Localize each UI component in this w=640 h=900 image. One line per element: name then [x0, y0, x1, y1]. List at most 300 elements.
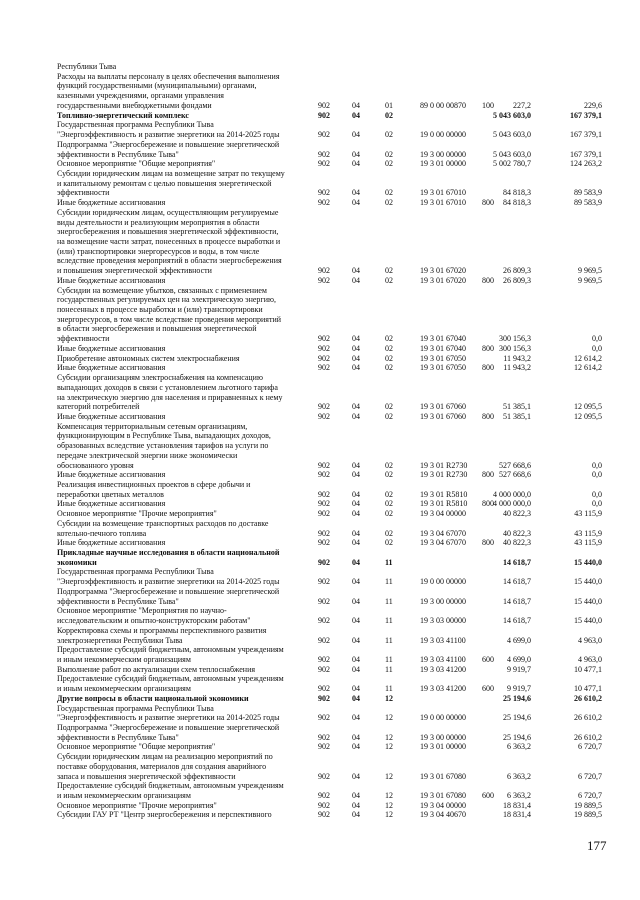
admin-code: 902	[318, 742, 330, 752]
section-code: 04	[352, 343, 360, 353]
row-description: Субсидии на возмещение транспортных расходов по доставке	[57, 518, 269, 528]
expense-type-code: 600	[482, 791, 494, 800]
table-row	[0, 606, 640, 616]
row-description: "Энергоэффективность и развитие энергетики на 2014-2025 годы	[57, 713, 280, 723]
table-row	[0, 402, 640, 412]
row-description: Расходы на выплаты персоналу в целях обеспечения выполнения	[57, 71, 280, 81]
admin-code: 902	[318, 800, 330, 810]
section-code: 04	[352, 460, 360, 470]
subsection-code: 11	[385, 684, 393, 694]
amount-year-1: 25 194,6	[503, 693, 531, 703]
row-description: эффективности в Республике Тыва"	[57, 732, 179, 742]
row-description: и иным некоммерческим организациям	[57, 684, 191, 694]
expense-type-code: 800	[482, 275, 494, 285]
admin-code: 902	[318, 489, 330, 499]
table-row	[0, 188, 640, 198]
amount-year-1: 5 043 603,0	[493, 149, 531, 159]
amount-year-2: 167 379,1	[570, 149, 602, 159]
target-article-code: 19 3 01 67040	[420, 334, 466, 344]
subsection-code: 12	[385, 771, 393, 781]
section-code: 04	[352, 363, 360, 373]
row-description: Иные бюджетные ассигнования	[57, 499, 166, 509]
subsection-code: 02	[385, 499, 393, 509]
table-row	[0, 412, 640, 422]
section-code: 04	[352, 198, 360, 208]
target-article-code: 19 0 00 00000	[420, 130, 466, 139]
amount-year-2: 0,0	[592, 343, 602, 353]
section-code: 04	[352, 771, 360, 781]
row-description: Субсидии юридическим лицам, осуществляющим регулируемые	[57, 207, 279, 217]
amount-year-2: 0,0	[592, 489, 602, 499]
subsection-code: 02	[385, 411, 393, 421]
row-description: Государственная программа Республики Тыва	[57, 120, 214, 130]
amount-year-1: 9 919,7	[507, 664, 531, 674]
target-article-code: 19 3 04 67070	[420, 538, 466, 548]
admin-code: 902	[318, 149, 330, 159]
subsection-code: 12	[385, 800, 393, 810]
row-description: Реализация инвестиционных проектов в сфере добычи и	[57, 480, 251, 489]
amount-year-1: 527 668,6	[499, 470, 531, 480]
amount-year-1: 227,2	[513, 100, 531, 110]
table-row	[0, 354, 640, 364]
subsection-code: 02	[385, 470, 393, 480]
admin-code: 902	[318, 100, 330, 110]
table-row	[0, 810, 640, 820]
subsection-code: 02	[385, 188, 393, 198]
subsection-code: 02	[385, 460, 393, 470]
page-number: 177	[587, 838, 607, 853]
table-row	[0, 713, 640, 723]
amount-year-1: 84 818,3	[503, 198, 531, 208]
subsection-code: 01	[385, 100, 393, 110]
amount-year-1: 14 618,7	[503, 577, 531, 587]
table-row	[0, 441, 640, 451]
row-description: передаче электрической энергии ниже экономически	[57, 450, 238, 460]
amount-year-2: 167 379,1	[570, 110, 602, 120]
row-description: переработки цветных металлов	[57, 489, 164, 499]
row-description: Государственная программа Республики Тыва	[57, 703, 214, 713]
admin-code: 902	[318, 664, 330, 674]
row-description: Субсидии юридическим лицам на реализацию мероприятий по	[57, 752, 273, 762]
row-description: запаса и повышения энергетической эффективности	[57, 771, 236, 781]
row-description: понесенных в процессе выработки и (или) транспортировки	[57, 305, 263, 314]
amount-year-1: 11 943,2	[503, 353, 531, 363]
row-description: Субсидии ГАУ РТ "Центр энергосбережения и перспективного	[57, 810, 272, 820]
expense-type-code: 800	[482, 538, 494, 548]
table-row	[0, 91, 640, 101]
table-row	[0, 315, 640, 325]
amount-year-2: 89 583,9	[574, 198, 602, 208]
admin-code: 902	[318, 635, 330, 645]
row-description: Топливно-энергетический комплекс	[57, 110, 189, 120]
amount-year-2: 12 614,2	[574, 363, 602, 373]
table-row	[0, 111, 640, 121]
table-row	[0, 266, 640, 276]
target-article-code: 19 3 03 41100	[420, 635, 466, 645]
row-description: Государственная программа Республики Тыва	[57, 567, 214, 577]
row-description: на электрическую энергию для населения и приравненных к нему	[57, 392, 283, 402]
table-row	[0, 72, 640, 82]
section-code: 04	[352, 353, 360, 363]
table-row	[0, 81, 640, 91]
row-description: вследствие проведения мероприятий в области энергосбережения	[57, 256, 282, 266]
expense-type-code: 800	[482, 363, 494, 373]
expense-type-code: 600	[482, 684, 494, 694]
amount-year-1: 18 831,4	[503, 800, 531, 810]
amount-year-1: 14 618,7	[503, 596, 531, 606]
row-description: энергосбережения и повышения энергетической эффективности,	[57, 227, 279, 237]
section-code: 04	[352, 130, 360, 139]
table-row	[0, 636, 640, 646]
row-description: исследовательским и опытно-конструкторским работам"	[57, 616, 251, 625]
section-code: 04	[352, 402, 360, 412]
table-row	[0, 140, 640, 150]
section-code: 04	[352, 149, 360, 159]
target-article-code: 19 3 01 67050	[420, 363, 466, 373]
amount-year-1: 4 699,0	[507, 635, 531, 645]
row-description: в области энергосбережения и повышения энергетической	[57, 324, 257, 334]
table-row	[0, 616, 640, 626]
amount-year-2: 15 440,0	[574, 616, 602, 625]
amount-year-2: 0,0	[592, 334, 602, 344]
admin-code: 902	[318, 460, 330, 470]
row-description: Основное мероприятие "Прочие мероприятия"	[57, 800, 217, 810]
section-code: 04	[352, 489, 360, 499]
subsection-code: 12	[385, 713, 393, 723]
row-description: Подпрограмма "Энергосбережение и повышение энергетической	[57, 139, 280, 149]
admin-code: 902	[318, 732, 330, 742]
table-row	[0, 480, 640, 490]
row-description: "Энергоэффективность и развитие энергетики на 2014-2025 годы	[57, 577, 280, 587]
amount-year-2: 26 610,2	[574, 713, 602, 723]
target-article-code: 19 3 00 00000	[420, 732, 466, 742]
expense-type-code: 800	[482, 470, 494, 480]
table-row	[0, 324, 640, 334]
amount-year-2: 6 720,7	[578, 742, 602, 752]
amount-year-1: 6 363,2	[507, 791, 531, 800]
expense-type-code: 800	[482, 198, 494, 208]
target-article-code: 19 3 04 00000	[420, 509, 466, 519]
subsection-code: 02	[385, 402, 393, 412]
target-article-code: 19 3 01 67010	[420, 198, 466, 208]
section-code: 04	[352, 713, 360, 723]
row-description: казенными учреждениями, органами управления	[57, 91, 224, 101]
subsection-code: 02	[385, 334, 393, 344]
target-article-code: 19 3 03 41100	[420, 654, 466, 664]
subsection-code: 02	[385, 353, 393, 363]
amount-year-2: 124 263,2	[570, 159, 602, 169]
row-description: Иные бюджетные ассигнования	[57, 343, 166, 353]
row-description: Подпрограмма "Энергосбережение и повышение энергетической	[57, 723, 280, 732]
target-article-code: 19 3 01 00000	[420, 159, 466, 169]
table-row	[0, 519, 640, 529]
admin-code: 902	[318, 577, 330, 587]
target-article-code: 19 0 00 00000	[420, 577, 466, 587]
table-row	[0, 538, 640, 548]
amount-year-2: 10 477,1	[574, 664, 602, 674]
table-row	[0, 626, 640, 636]
row-description: Иные бюджетные ассигнования	[57, 363, 166, 373]
table-row	[0, 179, 640, 189]
subsection-code: 02	[385, 363, 393, 373]
row-description: Основное мероприятие "Общие мероприятия"	[57, 159, 216, 169]
row-description: котельно-печного топлива	[57, 528, 147, 538]
amount-year-2: 43 115,9	[574, 528, 602, 538]
admin-code: 902	[318, 771, 330, 781]
table-row	[0, 130, 640, 140]
target-article-code: 19 3 01 67080	[420, 791, 466, 800]
row-description: экономики	[57, 557, 97, 567]
table-row	[0, 451, 640, 461]
table-row	[0, 461, 640, 471]
section-code: 04	[352, 100, 360, 110]
section-code: 04	[352, 732, 360, 742]
table-row	[0, 169, 640, 179]
target-article-code: 19 3 03 41200	[420, 684, 466, 694]
table-row	[0, 577, 640, 587]
section-code: 04	[352, 596, 360, 606]
admin-code: 902	[318, 198, 330, 208]
target-article-code: 19 3 01 67010	[420, 188, 466, 198]
table-row	[0, 237, 640, 247]
amount-year-2: 19 889,5	[574, 800, 602, 810]
row-description: "Энергоэффективность и развитие энергетики на 2014-2025 годы	[57, 130, 280, 139]
subsection-code: 02	[385, 266, 393, 276]
table-row	[0, 704, 640, 714]
subsection-code: 12	[385, 810, 393, 820]
amount-year-1: 6 363,2	[507, 771, 531, 781]
amount-year-2: 12 614,2	[574, 353, 602, 363]
row-description: выпадающих доходов в связи с установлением льготного тарифа	[57, 382, 278, 392]
row-description: и иным некоммерческим организациям	[57, 654, 191, 664]
section-code: 04	[352, 499, 360, 509]
subsection-code: 02	[385, 149, 393, 159]
table-row	[0, 645, 640, 655]
subsection-code: 11	[385, 616, 393, 625]
table-row	[0, 548, 640, 558]
subsection-code: 02	[385, 110, 393, 120]
target-article-code: 19 3 00 00000	[420, 149, 466, 159]
table-row	[0, 781, 640, 791]
row-description: энергоресурсов, в том числе вследствие проведения мероприятий	[57, 314, 282, 324]
row-description: Выполнение работ по актуализации схем теплоснабжения	[57, 664, 256, 674]
amount-year-2: 229,6	[584, 100, 602, 110]
subsection-code: 12	[385, 732, 393, 742]
row-description: категорий потребителей	[57, 402, 140, 412]
section-code: 04	[352, 616, 360, 625]
table-row	[0, 150, 640, 160]
amount-year-1: 51 385,1	[503, 411, 531, 421]
amount-year-1: 25 194,6	[503, 732, 531, 742]
admin-code: 902	[318, 188, 330, 198]
row-description: поставке оборудования, материалов для создания аварийного	[57, 761, 267, 771]
table-row	[0, 373, 640, 383]
subsection-code: 11	[385, 654, 393, 664]
admin-code: 902	[318, 159, 330, 169]
section-code: 04	[352, 509, 360, 519]
target-article-code: 19 3 01 R2730	[420, 470, 468, 480]
target-article-code: 19 3 01 67050	[420, 353, 466, 363]
table-row	[0, 674, 640, 684]
section-code: 04	[352, 791, 360, 800]
amount-year-1: 40 822,3	[503, 509, 531, 519]
row-description: функций государственными (муниципальными) органами,	[57, 81, 257, 91]
amount-year-1: 5 002 780,7	[493, 159, 531, 169]
amount-year-1: 84 818,3	[503, 188, 531, 198]
table-row	[0, 733, 640, 743]
table-row	[0, 218, 640, 228]
row-description: Подпрограмма "Энергосбережение и повышение энергетической	[57, 586, 280, 596]
amount-year-2: 4 963,0	[578, 635, 602, 645]
target-article-code: 19 3 01 67020	[420, 266, 466, 276]
row-description: и повышения энергетической эффективности	[57, 266, 212, 276]
row-description: Компенсация территориальным сетевым организациям,	[57, 421, 248, 431]
subsection-code: 02	[385, 528, 393, 538]
table-row	[0, 772, 640, 782]
section-code: 04	[352, 654, 360, 664]
amount-year-1: 4 000 000,0	[493, 489, 531, 499]
subsection-code: 02	[385, 159, 393, 169]
amount-year-1: 6 363,2	[507, 742, 531, 752]
admin-code: 902	[318, 596, 330, 606]
table-row	[0, 742, 640, 752]
target-article-code: 19 3 01 67040	[420, 343, 466, 353]
section-code: 04	[352, 684, 360, 694]
subsection-code: 11	[385, 635, 393, 645]
target-article-code: 19 3 04 40670	[420, 810, 466, 820]
amount-year-2: 0,0	[592, 499, 602, 509]
row-description: образованных вследствие установления тарифов на услуги по	[57, 441, 269, 451]
table-row	[0, 558, 640, 568]
amount-year-1: 25 194,6	[503, 713, 531, 723]
amount-year-2: 26 610,2	[574, 732, 602, 742]
admin-code: 902	[318, 693, 330, 703]
row-description: государственных регулируемых цен на электрическую энергию,	[57, 295, 276, 305]
table-row	[0, 334, 640, 344]
amount-year-2: 89 583,9	[574, 188, 602, 198]
subsection-code: 11	[385, 577, 393, 587]
row-description: Субсидии на возмещение убытков, связанных с применением	[57, 285, 267, 295]
admin-code: 902	[318, 791, 330, 800]
admin-code: 902	[318, 684, 330, 694]
subsection-code: 02	[385, 509, 393, 519]
amount-year-2: 6 720,7	[578, 791, 602, 800]
section-code: 04	[352, 538, 360, 548]
target-article-code: 19 3 03 00000	[420, 616, 466, 625]
table-row	[0, 344, 640, 354]
table-row	[0, 159, 640, 169]
amount-year-2: 43 115,9	[574, 538, 602, 548]
row-description: Субсидии организациям электроснабжения на компенсацию	[57, 373, 263, 382]
admin-code: 902	[318, 528, 330, 538]
amount-year-2: 12 095,5	[574, 402, 602, 412]
amount-year-2: 6 720,7	[578, 771, 602, 781]
amount-year-1: 14 618,7	[503, 616, 531, 625]
row-description: эффективности в Республике Тыва"	[57, 596, 179, 606]
expense-type-code: 800	[482, 411, 494, 421]
expense-type-code: 600	[482, 654, 494, 664]
amount-year-2: 4 963,0	[578, 654, 602, 664]
admin-code: 902	[318, 334, 330, 344]
section-code: 04	[352, 810, 360, 820]
amount-year-1: 14 618,7	[503, 557, 531, 567]
table-row	[0, 655, 640, 665]
admin-code: 902	[318, 509, 330, 519]
row-description: государственными внебюджетными фондами	[57, 100, 212, 110]
admin-code: 902	[318, 353, 330, 363]
target-article-code: 19 3 01 67060	[420, 411, 466, 421]
table-row	[0, 208, 640, 218]
amount-year-1: 4 699,0	[507, 654, 531, 664]
table-row	[0, 101, 640, 111]
section-code: 04	[352, 275, 360, 285]
amount-year-2: 19 889,5	[574, 810, 602, 820]
table-row	[0, 363, 640, 373]
admin-code: 902	[318, 402, 330, 412]
table-row	[0, 393, 640, 403]
admin-code: 902	[318, 110, 330, 120]
table-row	[0, 529, 640, 539]
row-description: Предоставление субсидий бюджетным, автономным учреждениям	[57, 674, 284, 684]
subsection-code: 02	[385, 489, 393, 499]
row-description: Приобретение автономных систем электроснабжения	[57, 353, 240, 363]
row-description: Республики Тыва	[57, 62, 117, 71]
table-row	[0, 227, 640, 237]
amount-year-2: 10 477,1	[574, 684, 602, 694]
section-code: 04	[352, 664, 360, 674]
table-row	[0, 247, 640, 257]
table-row	[0, 597, 640, 607]
row-description: Основное мероприятие "Мероприятия по научно-	[57, 606, 227, 616]
target-article-code: 19 3 04 67070	[420, 528, 466, 538]
amount-year-2: 0,0	[592, 460, 602, 470]
amount-year-2: 12 095,5	[574, 411, 602, 421]
section-code: 04	[352, 334, 360, 344]
section-code: 04	[352, 577, 360, 587]
section-code: 04	[352, 411, 360, 421]
table-row	[0, 801, 640, 811]
amount-year-1: 4 000 000,0	[493, 499, 531, 509]
amount-year-1: 527 668,6	[499, 460, 531, 470]
section-code: 04	[352, 800, 360, 810]
admin-code: 902	[318, 557, 330, 567]
section-code: 04	[352, 635, 360, 645]
amount-year-1: 11 943,2	[503, 363, 531, 373]
expense-type-code: 800	[482, 499, 494, 509]
expense-type-code: 100	[482, 100, 494, 110]
admin-code: 902	[318, 654, 330, 664]
row-description: виды деятельности и реализующим мероприятия в области	[57, 217, 260, 227]
amount-year-1: 26 809,3	[503, 266, 531, 276]
table-row	[0, 752, 640, 762]
table-row	[0, 286, 640, 296]
amount-year-1: 300 156,3	[499, 343, 531, 353]
section-code: 04	[352, 188, 360, 198]
amount-year-2: 15 440,0	[574, 596, 602, 606]
section-code: 04	[352, 470, 360, 480]
target-article-code: 19 3 01 67080	[420, 771, 466, 781]
table-row	[0, 684, 640, 694]
table-row	[0, 256, 640, 266]
admin-code: 902	[318, 713, 330, 723]
row-description: Другие вопросы в области национальной экономики	[57, 693, 249, 703]
table-row	[0, 295, 640, 305]
admin-code: 902	[318, 275, 330, 285]
target-article-code: 19 3 01 R2730	[420, 460, 468, 470]
section-code: 04	[352, 557, 360, 567]
amount-year-1: 40 822,3	[503, 528, 531, 538]
subsection-code: 02	[385, 538, 393, 548]
